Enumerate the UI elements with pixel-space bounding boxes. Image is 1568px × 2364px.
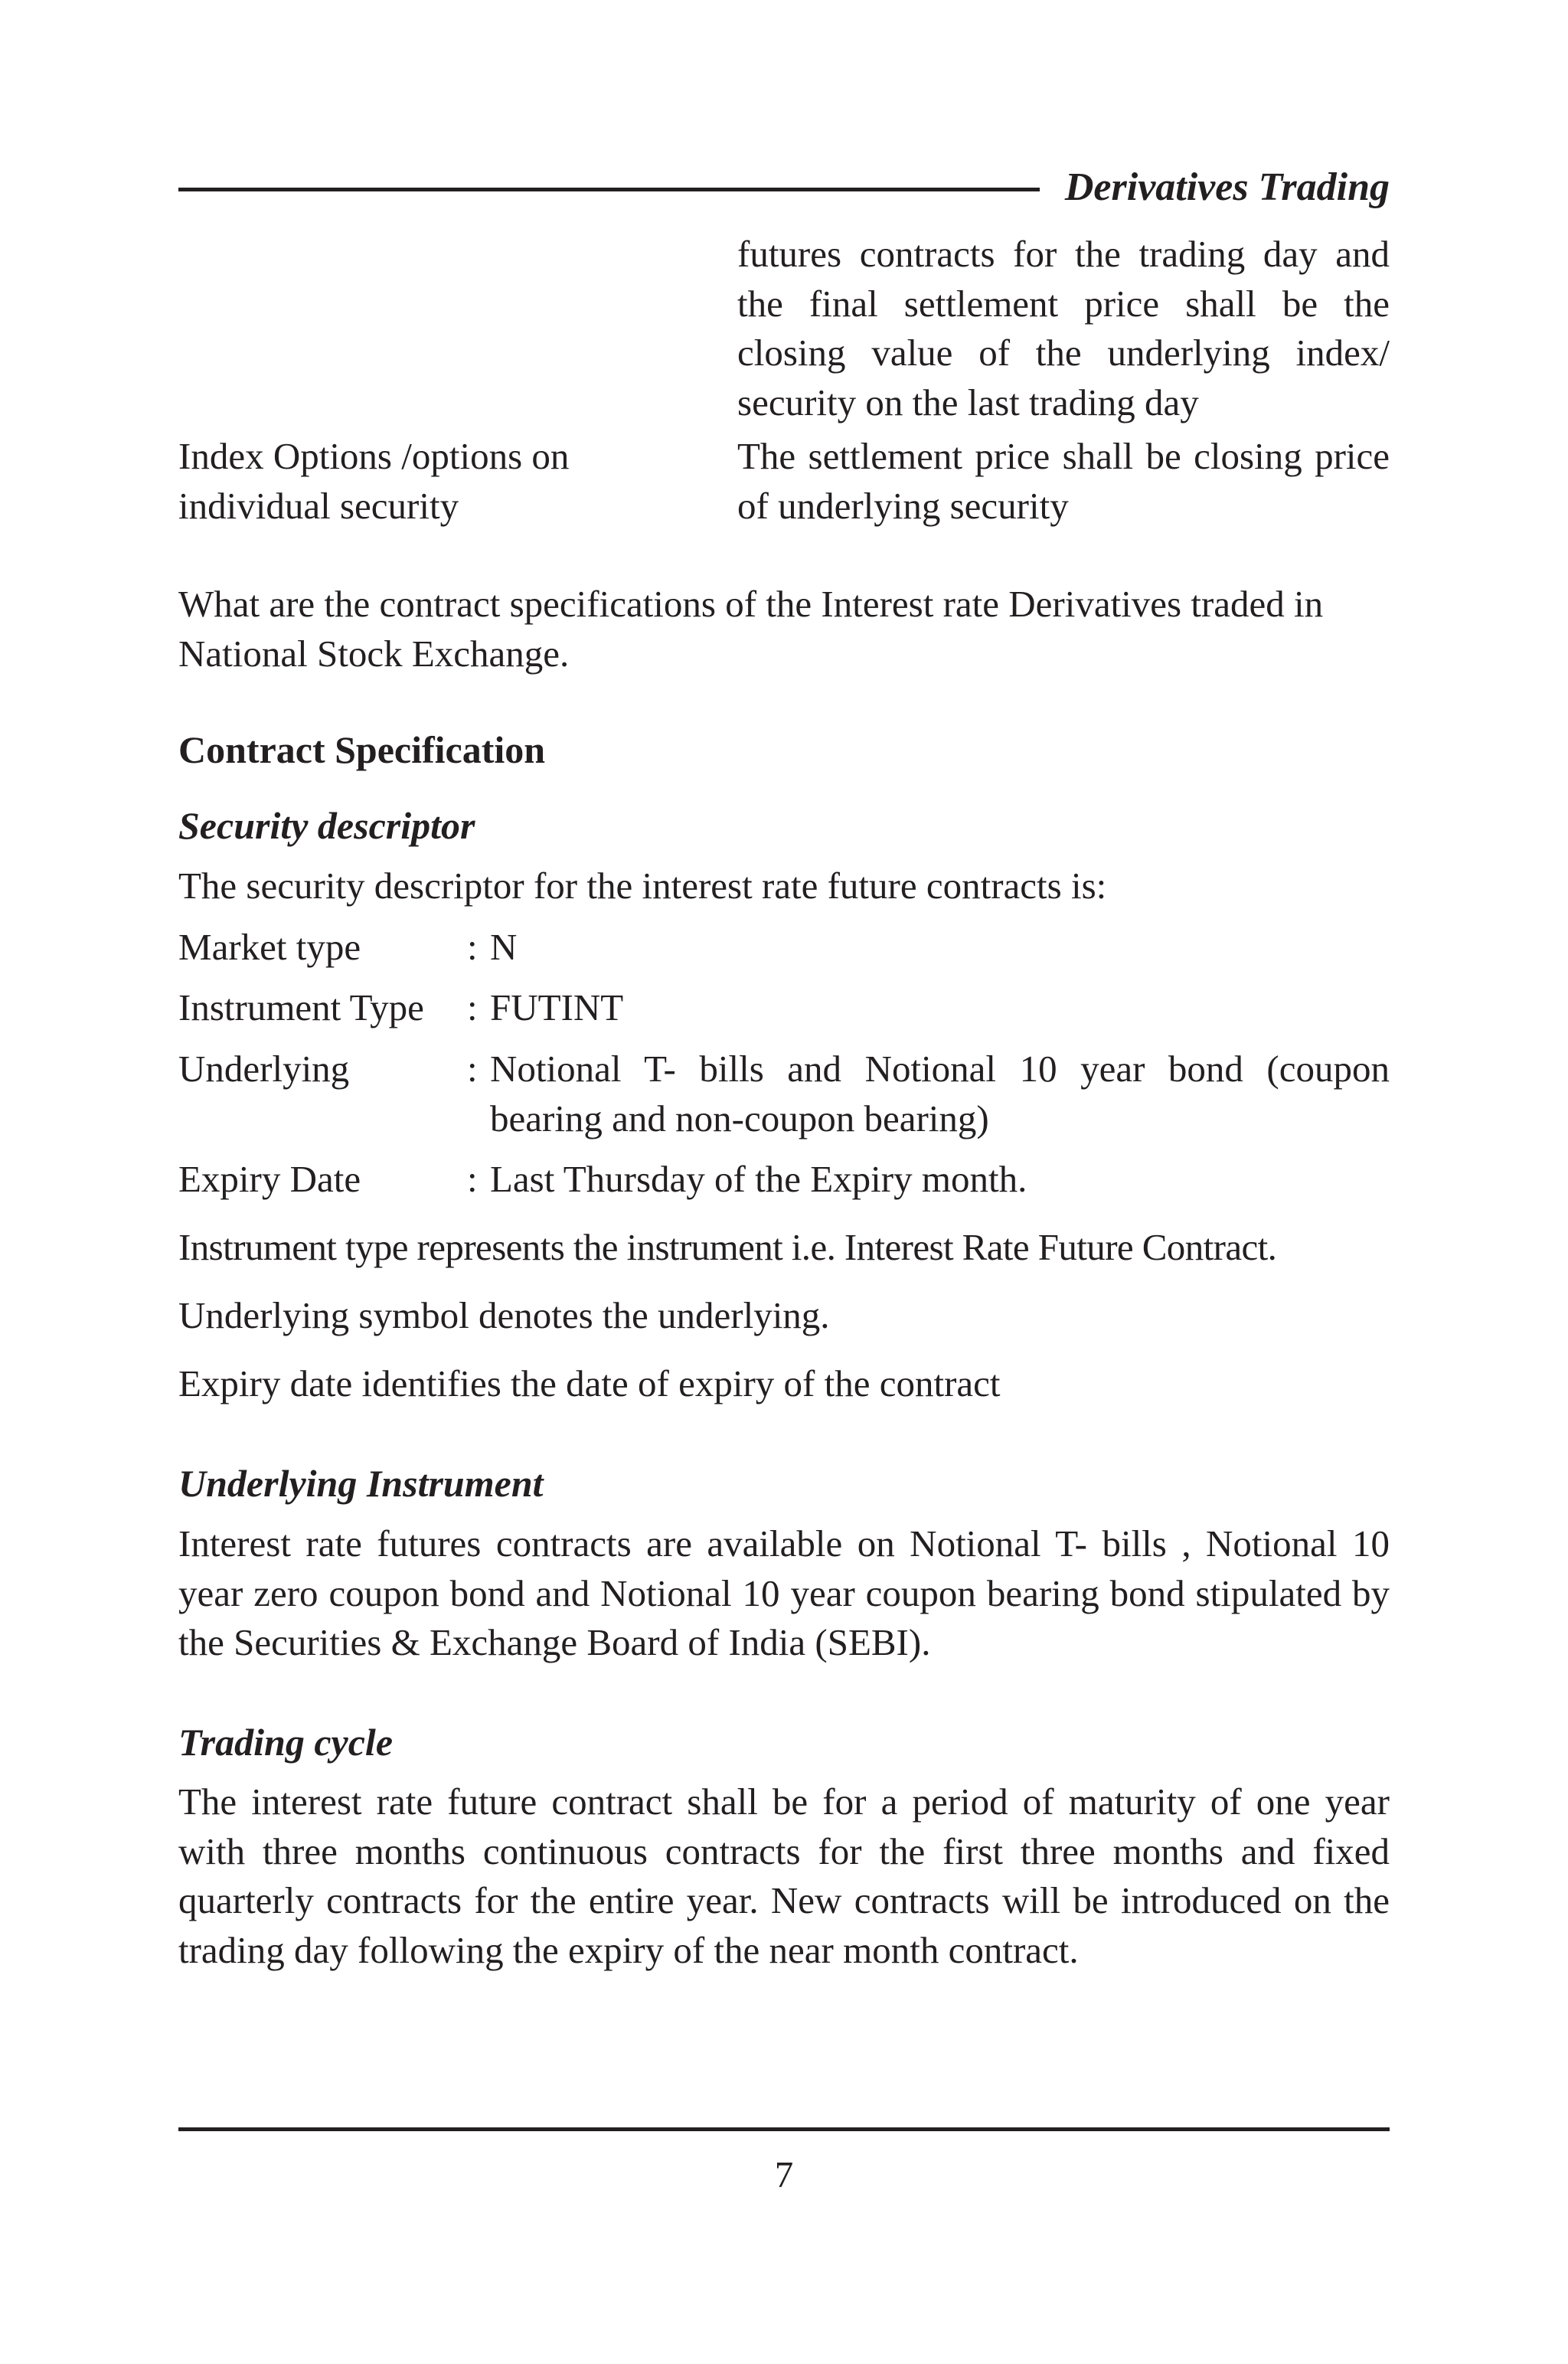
contract-specification-heading: Contract Specification	[178, 728, 546, 771]
descriptor-label: Expiry Date	[178, 1158, 361, 1200]
trading-cycle-paragraph: The interest rate future contract shall be for a period of maturity of one year with three months continuous contracts for the first three months and fixed quarterly contracts for the entire year. New contracts will be introduced on the trading day following the expiry of the near month contract.	[178, 1780, 1390, 1971]
settlement-continuation-text: futures contracts for the trading day and the final settlement price shall be the closing value of the underlying index/ security on the last trading day	[737, 233, 1390, 423]
descriptor-note: Instrument type represents the instrument i.e. Interest Rate Future Contract.	[178, 1226, 1277, 1268]
header-rule	[178, 188, 1040, 191]
index-options-settlement-text: The settlement price shall be closing price of underlying security	[737, 435, 1390, 527]
descriptor-value: FUTINT	[490, 986, 624, 1028]
descriptor-colon: :	[467, 926, 478, 968]
running-header-title: Derivatives Trading	[1064, 165, 1390, 209]
security-descriptor-intro: The security descriptor for the interest rate future contracts is:	[178, 865, 1107, 907]
descriptor-note: Underlying symbol denotes the underlying.	[178, 1294, 830, 1336]
descriptor-label: Underlying	[178, 1048, 350, 1090]
descriptor-colon: :	[467, 1048, 478, 1090]
descriptor-value: Notional T- bills and Notional 10 year bond (coupon bearing and non-coupon bearing)	[490, 1048, 1390, 1139]
index-options-label: Index Options /options on individual security	[178, 435, 570, 527]
descriptor-note: Expiry date identifies the date of expiry of the contract	[178, 1362, 1001, 1404]
trading-cycle-heading: Trading cycle	[178, 1721, 394, 1764]
descriptor-label: Instrument Type	[178, 986, 424, 1028]
footer-rule	[178, 2127, 1390, 2131]
page-number: 7	[774, 2153, 794, 2196]
running-header	[178, 165, 1390, 211]
underlying-instrument-heading: Underlying Instrument	[178, 1462, 544, 1505]
underlying-instrument-paragraph: Interest rate futures contracts are available on Notional T- bills , Notional 10 year zero coupon bond and Notional 10 year coupon bearing bond stipulated by the Securities & Exchange Board of India (SEBI).	[178, 1522, 1390, 1663]
descriptor-value: N	[490, 926, 518, 968]
descriptor-label: Market type	[178, 926, 361, 968]
book-page	[178, 0, 1390, 2364]
descriptor-colon: :	[467, 1158, 478, 1200]
descriptor-value: Last Thursday of the Expiry month.	[490, 1158, 1027, 1200]
question-paragraph: What are the contract specifications of the Interest rate Derivatives traded in National Stock Exchange.	[178, 583, 1324, 675]
descriptor-colon: :	[467, 986, 478, 1028]
security-descriptor-heading: Security descriptor	[178, 804, 475, 847]
